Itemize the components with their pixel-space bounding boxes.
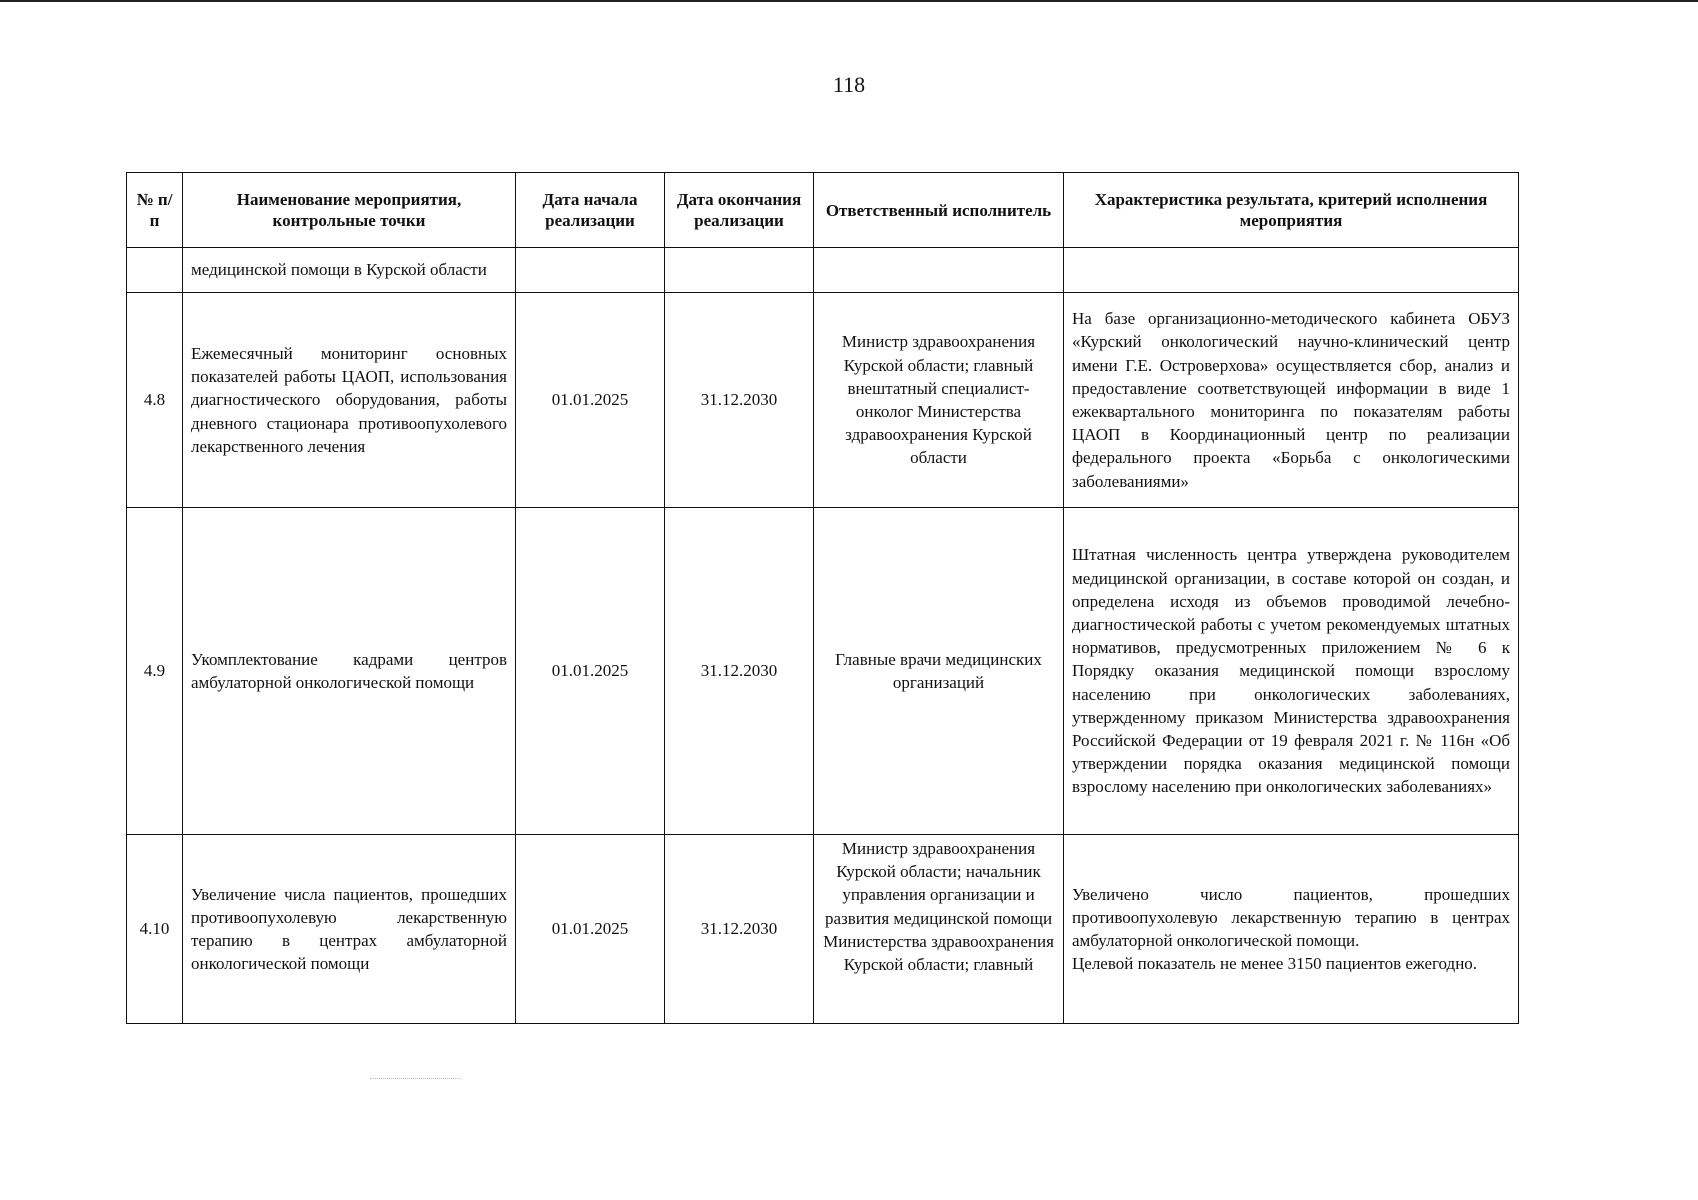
cell-responsible: Главные врачи медицинских организаций [814, 508, 1064, 835]
cell-name: медицинской помощи в Курской области [183, 248, 516, 293]
header-row [127, 173, 1519, 248]
cell-num [127, 248, 183, 293]
result-target: Целевой показатель не менее 3150 пациентов ежегодно. [1072, 954, 1478, 974]
header-end-date: Дата окончания реализации [665, 173, 814, 248]
header-result: Характеристика результата, критерий исполнения мероприятия [1064, 173, 1519, 248]
cell-end: 31.12.2030 [665, 508, 814, 835]
cell-result [1064, 248, 1519, 293]
table-row-4-10 [127, 835, 1519, 1024]
cell-responsible: Министр здравоохранения Курской области; главный внештатный специалист-онколог Министерства здравоохранения Курской области [814, 293, 1064, 508]
cell-num: 4.9 [127, 508, 183, 835]
cell-responsible: Министр здравоохранения Курской области; начальник управления организации и развития медицинской помощи Министерства здравоохранения Курской области; главный [814, 835, 1064, 1024]
cell-name: Укомплектование кадрами центров амбулаторной онкологической помощи [183, 508, 516, 835]
activities-table [126, 172, 1519, 1024]
table-row-4-9 [127, 508, 1519, 835]
header-name: Наименование мероприятия, контрольные точки [183, 173, 516, 248]
scan-artifact [370, 1078, 460, 1080]
cell-responsible [814, 248, 1064, 293]
cell-result: На базе организационно-методического кабинета ОБУЗ «Курский онкологический научно-клинический центр имени Г.Е. Островерхова» осуществляется сбор, анализ и предоставление соответствующей информации в виде 1 ежеквартального мониторинга по показателям работы ЦАОП в Координационный центр по реализации федерального проекта «Борьба с онкологическими заболеваниями» [1064, 293, 1519, 508]
table-header [127, 173, 1519, 248]
cell-start: 01.01.2025 [516, 293, 665, 508]
table-row-4-8 [127, 293, 1519, 508]
table-row-continuation [127, 248, 1519, 293]
page-number: 118 [832, 72, 866, 97]
cell-end [665, 248, 814, 293]
header-responsible: Ответственный исполнитель [814, 173, 1064, 248]
cell-num: 4.8 [127, 293, 183, 508]
header-start-date: Дата начала реализации [516, 173, 665, 248]
cell-end: 31.12.2030 [665, 293, 814, 508]
cell-name: Увеличение числа пациентов, прошедших противоопухолевую лекарственную терапию в центрах амбулаторной онкологической помощи [183, 835, 516, 1024]
result-text: Увеличено число пациентов, прошедших противоопухолевую лекарственную терапию в центрах амбулаторной онкологической помощи. [1072, 884, 1510, 950]
table-body [127, 248, 1519, 1024]
cell-start: 01.01.2025 [516, 835, 665, 1024]
cell-result: Штатная численность центра утверждена руководителем медицинской организации, в составе которой он создан, и определена исходя из объемов проводимой лечебно-диагностической работы с учетом рекомендуемых штатных нормативов, предусмотренных приложением № 6 к Порядку оказания медицинской помощи взрослому населению при онкологических заболеваниях, утвержденному приказом Министерства здравоохранения Российской Федерации от 19 февраля 2021 г. № 116н «Об утверждении порядка оказания медицинской помощи взрослому населению при онкологических заболеваниях» [1064, 508, 1519, 835]
cell-start [516, 248, 665, 293]
cell-num: 4.10 [127, 835, 183, 1024]
cell-name: Ежемесячный мониторинг основных показателей работы ЦАОП, использования диагностического оборудования, работы дневного стационара противоопухолевого лекарственного лечения [183, 293, 516, 508]
page-top-edge [0, 0, 1698, 2]
cell-start: 01.01.2025 [516, 508, 665, 835]
header-num: № п/п [127, 173, 183, 248]
cell-end: 31.12.2030 [665, 835, 814, 1024]
cell-result [1064, 835, 1519, 1024]
